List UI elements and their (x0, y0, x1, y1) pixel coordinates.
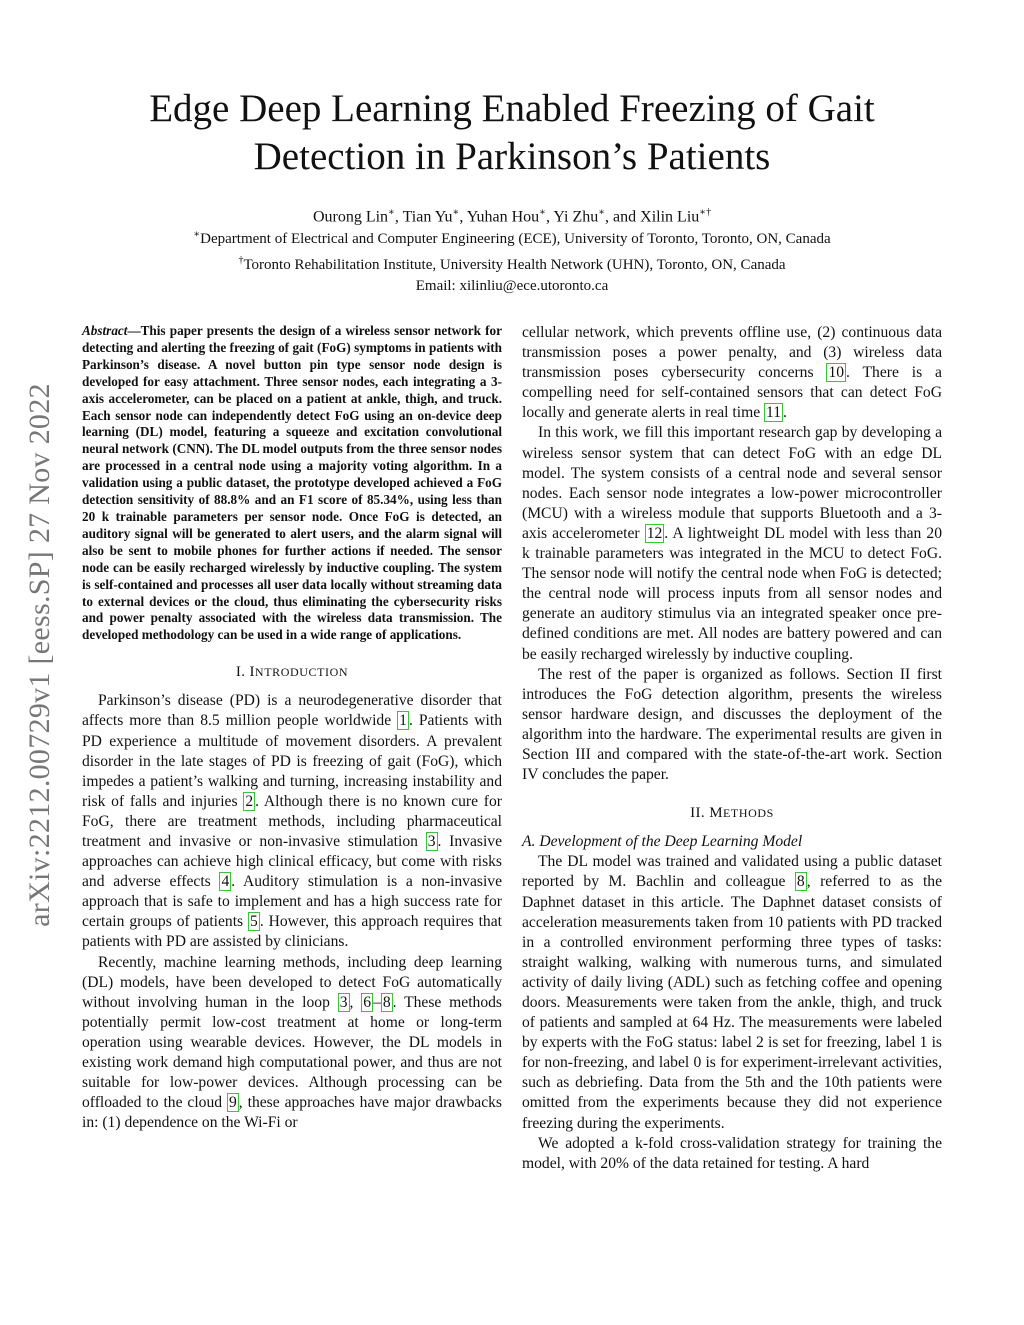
citation-link[interactable]: 3 (427, 832, 436, 850)
title-line-2: Detection in Parkinson’s Patients (253, 135, 771, 178)
affiliations (80, 224, 944, 297)
affiliation-line (80, 276, 944, 297)
right-column (522, 323, 942, 1174)
affiliation-mark: ∗ (193, 229, 201, 240)
author-separator: , (459, 208, 467, 226)
citation-link[interactable]: 2 (245, 792, 254, 810)
paragraph: Parkinson’s disease (PD) is a neurodegenerative disorder that affects more than 8.5 million people worldwide 1 . Patients with PD experience a multitude of movement disorders. A prevalent disorder in the late stages of PD is freezing of gait (FoG), which impedes a patient’s walking and turning, increasing instability and risk of falls and injuries 2 . Although there is no known cure for FoG, there are treatment methods, including pharmaceutical treatment and invasive or non-invasive stimulation 3 . Invasive approaches can achieve high clinical efficacy, but come with risks and adverse effects 4 . Auditory stimulation is a non-invasive approach that is safe to implement and has a high success rate for certain groups of patients 5 . However, this approach requires that patients with PD are assisted by clinicians. (82, 692, 503, 951)
section-title-first: I (249, 664, 255, 681)
section-title-first: M (709, 805, 723, 822)
citation-link[interactable]: 8 (382, 993, 391, 1011)
citation-link[interactable]: 1 (399, 712, 407, 730)
citation-link[interactable]: 3 (339, 993, 348, 1011)
paragraph: The DL model was trained and validated using a public dataset reported by M. Bachlin and colleague 8 , referred to as the Daphnet dataset in this article. The Daphnet dataset consists of acceleration measurements taken from 10 patients with PD tracked in a controlled environment performing three types of tasks: straight walking, walking with numerous turns, and simulated activity of daily living (ADL) such as fetching coffee and opening doors. Measurements were taken from the ankle, thigh, and truck of patients and sampled at 64 Hz. The measurements were labeled by experts with the FoG status: label 2 is set for freezing, label 1 is for non-freezing, and label 0 is for experiment-irrelevant activities, such as debriefing. Data from the 5th and the 10th patients were omitted from the experiments because they did not experience freezing during the experiments. (522, 853, 942, 1132)
abstract (82, 323, 502, 644)
citation-link[interactable]: 6 (363, 993, 372, 1011)
title-line-1: Edge Deep Learning Enabled Freezing of Gait (149, 87, 875, 130)
citation-link[interactable]: 12 (646, 524, 663, 542)
affiliation-text: Toronto Rehabilitation Institute, University Health Network (UHN), Toronto, ON, Canada (243, 257, 786, 273)
author-affiliation-mark: ∗ (598, 207, 606, 218)
author-affiliation-mark: ∗† (699, 207, 712, 218)
citation-link[interactable]: 5 (250, 913, 258, 931)
section-heading-methods (522, 803, 942, 823)
paragraph: We adopted a k-fold cross-validation strategy for training the model, with 20% of the data retained for testing. A hard (522, 1134, 942, 1172)
arxiv-identifier (22, 345, 58, 965)
paragraph: cellular network, which prevents offline use, (2) continuous data transmission poses a power penalty, and (3) wireless data transmission poses cybersecurity concerns 10 . There is a compelling need for self-contained sensors that can detect FoG locally and generate alerts in real time 11 . (522, 324, 942, 422)
abstract-dash: — (127, 323, 141, 338)
abstract-text: This paper presents the design of a wireless sensor network for detecting and alerting the freezing of gait (FoG) symptoms in patients with Parkinson’s disease. A novel button pin type sensor node design is developed for easy attachment. Three sensor nodes, each integrating a 3-axis accelerometer, can be placed on a patient at ankle, thigh, and truck. Each sensor node can independently detect FoG using an on-device deep learning (DL) model, featuring a squeeze and excitation convolutional neural network (CNN). The DL model outputs from the three sensor nodes are processed in a central node using a majority voting algorithm. In a validation using a public dataset, the prototype developed achieved a FoG detection sensitivity of 88.8% and an F1 score of 85.34%, using less than 20 k trainable parameters per sensor node. Once FoG is detected, an auditory signal will be generated to alert users, and the alarm signal will also be sent to mobile phones for further actions if needed. The sensor node can be easily recharged wirelessly by inductive coupling. The system is self-contained and processes all user data locally without streaming data to external devices or the cloud, thus eliminating the cybersecurity risks and power penalty associated with the wireless data transmission. The developed methodology can be used in a wide range of applications. (82, 323, 502, 643)
citation-link[interactable]: 9 (229, 1094, 237, 1112)
affiliation-text: Email: xilinliu@ece.utoronto.ca (415, 278, 609, 294)
author-affiliation-mark: ∗ (388, 207, 395, 218)
subsection-heading: A. Development of the Deep Learning Model (522, 833, 803, 851)
author-separator: , and (605, 208, 641, 226)
paragraph: Recently, machine learning methods, including deep learning (DL) models, have been developed to detect FoG automatically without involving human in the loop 3 , 6 – 8 . These methods potentially permit low-cost treatment at home or long-term operation using wearable devices. However, the DL models in existing work demand high computational power, and thus are not suitable for low-power devices. Although processing can be offloaded to the cloud 9 , these approaches have major drawbacks in: (1) dependence on the Wi-Fi or (82, 953, 502, 1132)
left-column (82, 323, 502, 1133)
citation-link[interactable]: 4 (221, 873, 230, 891)
citation-link[interactable]: 10 (828, 364, 845, 382)
arxiv-id-text: arXiv:2212.00729v1 [eess.SP] 27 Nov 2022 (23, 383, 56, 927)
author-name: Ourong Lin (312, 208, 389, 226)
author-name: Tian Yu (402, 208, 453, 226)
section-title-rest: ETHODS (722, 806, 774, 821)
paragraph: The rest of the paper is organized as follows. Section II first introduces the FoG detection algorithm, presents the wireless sensor hardware design, and discusses the deployment of the algorithm into the hardware. The experimental results are given in Section III and compared with the state-of-the-art work. Section IV concludes the paper. (522, 665, 942, 784)
affiliation-text: Department of Electrical and Computer Engineering (ECE), University of Toronto, Toronto, ON, Canada (200, 231, 831, 247)
affiliation-line (80, 250, 944, 276)
affiliation-mark: † (238, 255, 244, 266)
author-affiliation-mark: ∗ (539, 207, 546, 218)
section-title-rest: NTRODUCTION (254, 665, 349, 680)
author-name: Yuhan Hou (466, 208, 540, 226)
citation-link[interactable]: 11 (766, 404, 782, 422)
author-name: Yi Zhu (553, 208, 599, 226)
abstract-label: Abstract (82, 323, 128, 338)
section-heading-introduction (82, 662, 502, 682)
section-number: II. (690, 805, 706, 822)
citation-link[interactable]: 8 (796, 873, 805, 891)
affiliation-line (80, 224, 944, 250)
author-separator: , (545, 208, 554, 226)
paragraph: In this work, we fill this important research gap by developing a wireless sensor system that can detect FoG with an edge DL model. The system consists of a central node and several sensor nodes. Each sensor node integrates a low-power microcontroller (MCU) with a wireless module that supports Bluetooth and a 3-axis accelerometer 12 . A lightweight DL model with less than 20 k trainable parameters was integrated in the MCU to detect FoG. The sensor node will notify the central node when FoG is detected; the central node will process inputs from all sensor nodes and generate an auditory stimulus via an integrated speaker once pre-defined conditions are met. All nodes are battery powered and can be easily recharged wirelessly by inductive coupling. (522, 424, 943, 663)
author-separator: , (394, 208, 403, 226)
section-number: I. (235, 664, 246, 681)
author-affiliation-mark: ∗ (452, 207, 460, 218)
author-name: Xilin Liu (640, 208, 700, 226)
paper-title (80, 85, 944, 181)
